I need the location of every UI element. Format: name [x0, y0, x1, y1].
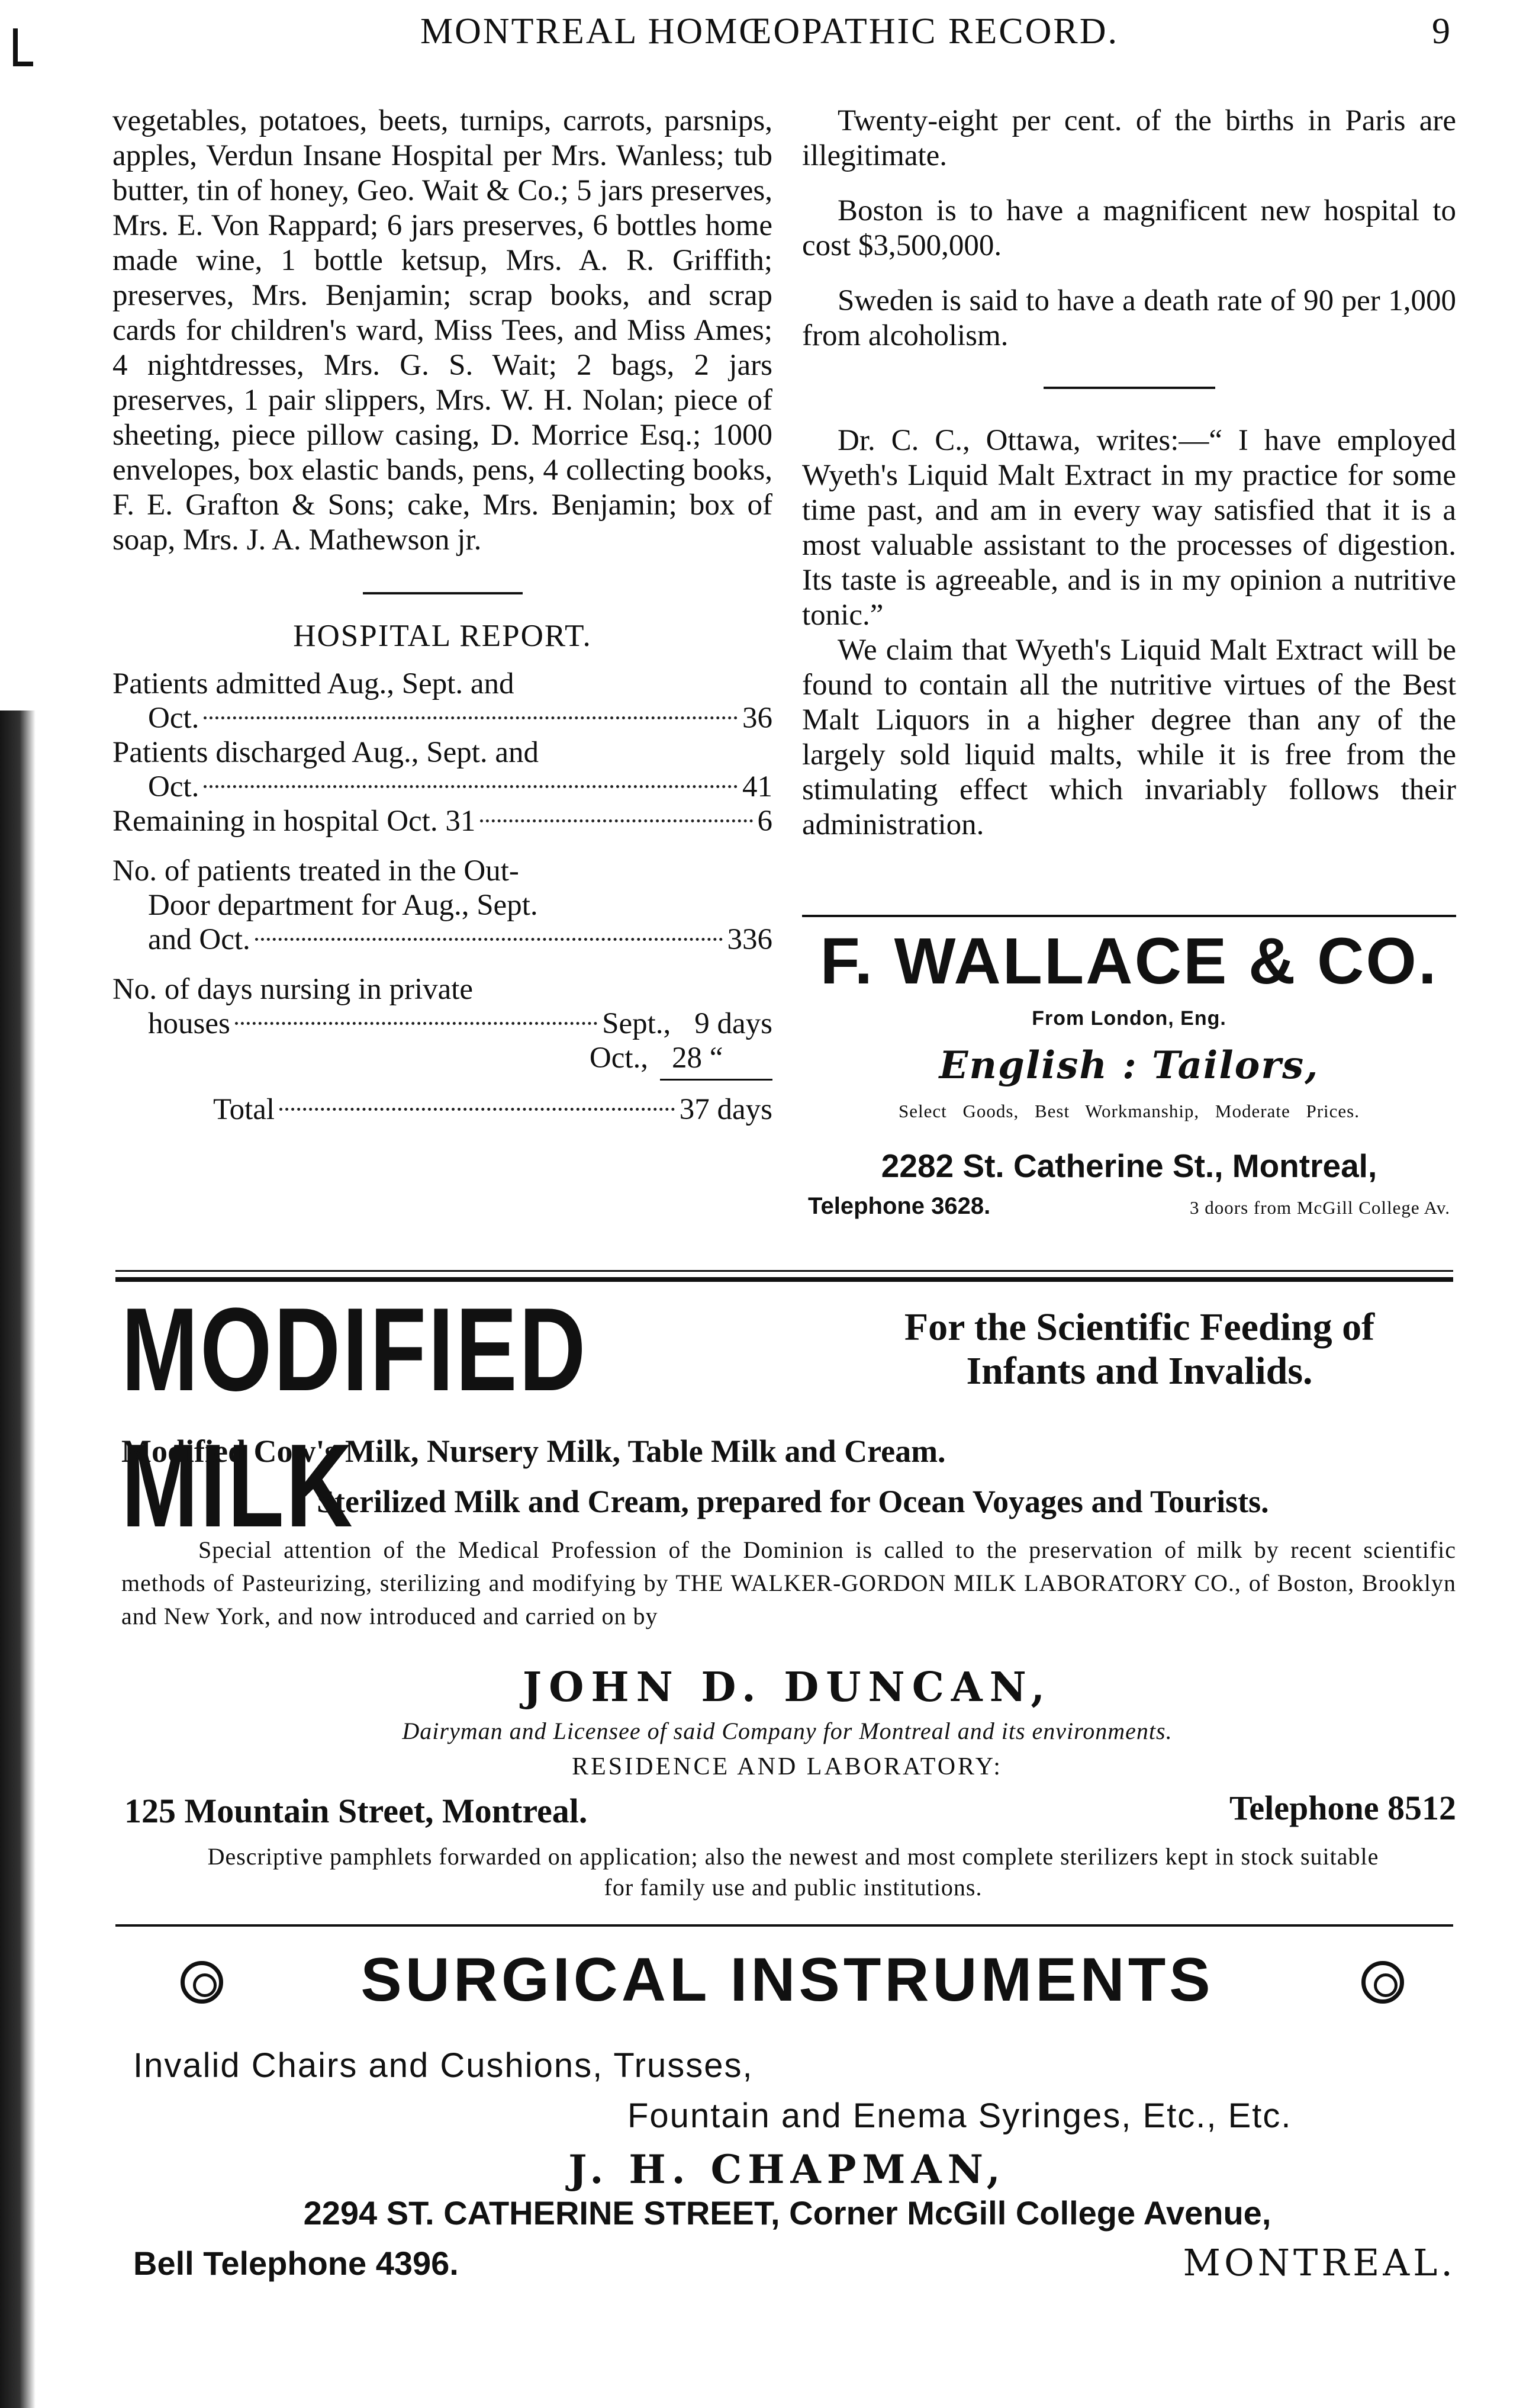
milk-address: 125 Mountain Street, Montreal.	[124, 1792, 588, 1830]
milk-licensee: Dairyman and Licensee of said Company for Montreal and its environments.	[402, 1718, 1173, 1744]
testimonial: Dr. C. C., Ottawa, writes:—“ I have employed Wyeth's Liquid Malt Extract in my practice for some time past, and am in every way satisfied that it is a most valuable assistant to the processes of digestion. Its taste is agreeable, and is in my opinion a nutritive tonic.”	[802, 424, 1456, 632]
milk-residence-label: RESIDENCE AND LABORATORY:	[572, 1753, 1003, 1780]
milk-products: Modified Cow's Milk, Nursery Milk, Table Milk and Cream.	[121, 1433, 946, 1469]
right-column	[802, 104, 1456, 843]
surgical-line-2: Fountain and Enema Syringes, Etc., Etc.	[627, 2097, 1292, 2135]
milk-sterilized: Sterilized Milk and Cream, prepared for Ocean Voyages and Tourists.	[317, 1484, 1269, 1519]
left-column	[112, 104, 772, 1127]
discharged-row	[112, 770, 772, 804]
note-births: Twenty-eight per cent. of the births in Paris are illegitimate.	[802, 104, 1456, 172]
outdoor-label-cont: Door department for Aug., Sept.	[148, 889, 538, 922]
surgical-city: MONTREAL.	[1183, 2241, 1456, 2284]
milk-subhead	[823, 1306, 1456, 1393]
nursing-sept-value: 9 days	[694, 1007, 772, 1040]
total-value: 37 days	[679, 1093, 772, 1126]
page-number: 9	[1432, 11, 1450, 52]
leader-dots	[235, 1022, 597, 1025]
milk-footer: Descriptive pamphlets forwarded on application; also the newest and most complete sterilizers kept in stock suitable for family use and public institutions.	[207, 1843, 1379, 1901]
milk-subhead-1: For the Scientific Feeding of	[904, 1306, 1375, 1349]
outdoor-row	[112, 922, 772, 957]
wallace-tagline: Select Goods, Best Workmanship, Moderate Prices.	[899, 1101, 1360, 1121]
donations-paragraph: vegetables, potatoes, beets, turnips, carrots, parsnips, apples, Verdun Insane Hospital per Mrs. Wanless; tub butter, tin of honey, Geo. Wait & Co.; 5 jars preserves, Mrs. E. Von Rappard; 6 jars preserves, 6 bottles home made wine, 1 bottle ketsup, Mrs. A. R. Griffith; preserves, Mrs. Benjamin; scrap books, and scrap cards for children's ward, Miss Tees, and Miss Ames; 4 nightdresses, Mrs. G. S. Wait; 2 bags, 2 jars preserves, 1 pair slippers, Mrs. W. H. Nolan; piece of sheeting, piece pillow casing, D. Morrice Esq.; 1000 envelopes, box elastic bands, pens, 4 collecting books, F. E. Grafton & Sons; cake, Mrs. Benjamin; box of soap, Mrs. J. A. Mathewson jr.	[112, 104, 772, 557]
rosette-ornament-right	[1361, 1961, 1404, 2004]
discharged-label-cont: Oct.	[148, 770, 199, 803]
wallace-ad	[802, 924, 1456, 1220]
surgical-address: 2294 ST. CATHERINE STREET, Corner McGill College Avenue,	[303, 2194, 1271, 2232]
surgical-line-1: Invalid Chairs and Cushions, Trusses,	[133, 2046, 754, 2085]
sum-rule	[660, 1079, 772, 1081]
nursing-sept-row	[112, 1007, 772, 1041]
admitted-label: Patients admitted Aug., Sept. and	[112, 667, 514, 700]
wallace-directions: 3 doors from McGill College Av.	[1190, 1197, 1450, 1218]
surgical-headline: SURGICAL INSTRUMENTS	[360, 1946, 1214, 2014]
leader-dots	[480, 819, 752, 822]
discharged-value: 41	[742, 770, 772, 803]
wallace-contact-row	[802, 1193, 1456, 1220]
ad-top-rule	[802, 915, 1456, 917]
page-rule	[115, 1270, 1453, 1272]
discharged-label: Patients discharged Aug., Sept. and	[112, 736, 539, 769]
page-rule-thick	[115, 1277, 1453, 1282]
section-divider	[1044, 387, 1215, 389]
total-label: Total	[213, 1093, 275, 1126]
remaining-row	[112, 804, 772, 838]
remaining-label: Remaining in hospital Oct. 31	[112, 805, 476, 838]
surgical-telephone: Bell Telephone 4396.	[133, 2245, 459, 2282]
wallace-address: 2282 St. Catherine St., Montreal,	[881, 1147, 1377, 1184]
rosette-ornament-left	[181, 1961, 223, 2004]
leader-dots	[279, 1108, 675, 1111]
admitted-value: 36	[742, 702, 772, 735]
scan-binding-shadow	[0, 710, 36, 2408]
admitted-label-cont: Oct.	[148, 702, 199, 735]
running-header	[118, 11, 1450, 64]
report-title: HOSPITAL REPORT.	[293, 619, 592, 653]
milk-headline: MODIFIED MILK	[121, 1284, 588, 1552]
surgical-proprietor: J. H. CHAPMAN,	[568, 2146, 1006, 2192]
page-rule	[115, 1924, 1453, 1927]
leader-dots	[204, 716, 738, 719]
total-row	[112, 1092, 772, 1127]
nursing-oct-value: 28 “	[672, 1041, 723, 1075]
admitted-row	[112, 701, 772, 735]
outdoor-label: No. of patients treated in the Out-	[112, 854, 519, 888]
remaining-value: 6	[757, 805, 772, 838]
crop-mark	[13, 28, 33, 66]
journal-title: MONTREAL HOMŒOPATHIC RECORD.	[420, 11, 1119, 52]
leader-dots	[204, 785, 738, 788]
note-sweden: Sweden is said to have a death rate of 90 per 1,000 from alcoholism.	[802, 284, 1456, 352]
wallace-telephone: Telephone 3628.	[808, 1193, 991, 1219]
note-boston: Boston is to have a magnificent new hospital to cost $3,500,000.	[802, 194, 1456, 262]
nursing-label: No. of days nursing in private	[112, 973, 474, 1006]
nursing-label-cont: houses	[148, 1007, 230, 1040]
section-divider	[363, 592, 523, 594]
milk-telephone: Telephone 8512	[1229, 1789, 1456, 1827]
milk-body: Special attention of the Medical Profession of the Dominion is called to the preservation of milk by recent scientific methods of Pasteurizing, sterilizing and modifying by THE WALKER-GORDON MILK LABORATORY CO., of Boston, Brooklyn and New York, and now introduced and carried on by	[121, 1536, 1456, 1629]
nursing-oct-row	[112, 1041, 772, 1075]
milk-proprietor: JOHN D. DUNCAN,	[522, 1664, 1052, 1711]
outdoor-label-end: and Oct.	[148, 923, 250, 956]
leader-dots	[255, 938, 723, 941]
wallace-name: F. WALLACE & CO.	[820, 925, 1438, 998]
nursing-sept-label: Sept.,	[602, 1007, 671, 1040]
wallace-origin: From London, Eng.	[1032, 1007, 1226, 1030]
wallace-tailors: English : Tailors,	[939, 1043, 1319, 1088]
nursing-oct-label: Oct.,	[589, 1041, 648, 1075]
outdoor-value: 336	[727, 923, 772, 956]
malt-claim: We claim that Wyeth's Liquid Malt Extract will be found to contain all the nutritive virtues of the Best Malt Liquors in a higher degree than any of the largely sold liquid malts, while it is free from the stimulating effect which invariably follows their administration.	[802, 634, 1456, 841]
milk-subhead-2: Infants and Invalids.	[966, 1349, 1313, 1393]
